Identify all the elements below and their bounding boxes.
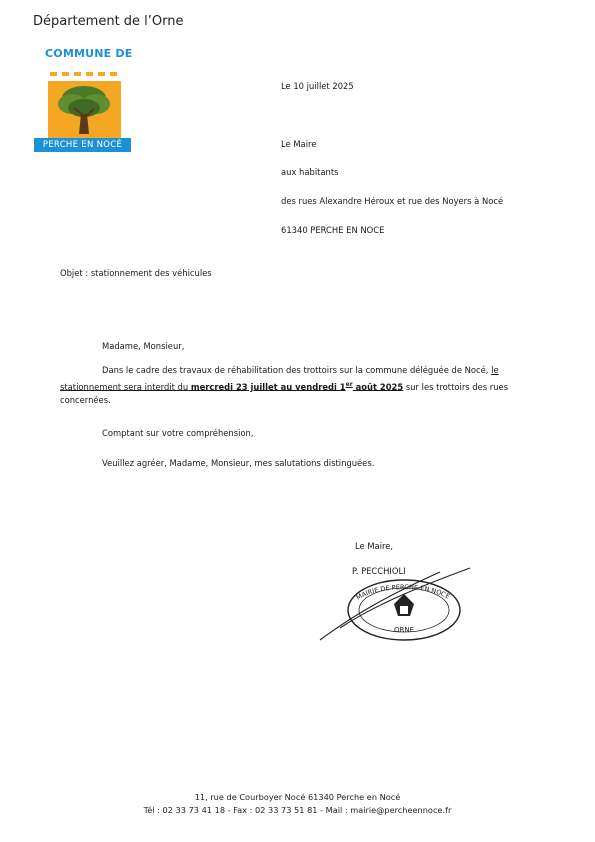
footer-address: 11, rue de Courboyer Nocé 61340 Perche en Nocé [194, 792, 401, 802]
commune-name: PERCHE EN NOCÉ [42, 140, 123, 150]
para1-sup: er [345, 380, 353, 388]
para1-intro: Dans le cadre des travaux de réhabilitation des trottoirs sur la commune déléguée de Nocé, [102, 365, 489, 375]
para1-location: sur les trottoirs des rues [405, 381, 509, 392]
paragraph-3: Veuillez agréer, Madame, Monsieur, mes salutations distinguées. [102, 458, 375, 468]
para1-end: concernées. [60, 394, 111, 405]
commune-label: COMMUNE DE [45, 47, 133, 60]
sender: Le Maire [281, 139, 317, 149]
para1-interdiction: stationnement sera interdit du [60, 381, 189, 392]
signer-name: P. PECCHIOLI [352, 566, 406, 576]
commune-logo [48, 72, 121, 140]
recipient-line-2: des rues Alexandre Héroux et rue des Noyers à Nocé [281, 196, 504, 206]
recipient-line-3: 61340 PERCHE EN NOCE [281, 225, 385, 235]
commune-name-band [34, 138, 131, 152]
recipient-line-1: aux habitants [281, 167, 339, 177]
salutation: Madame, Monsieur, [102, 341, 185, 351]
stamp-bottom-text: ORNE [393, 626, 415, 634]
closing: Le Maire, [355, 541, 394, 551]
paragraph-2: Comptant sur votre compréhension, [102, 428, 254, 438]
para1-month: août 2025 [355, 381, 404, 392]
para1-dates: mercredi 23 juillet au vendredi 1 [190, 381, 346, 392]
official-stamp [300, 560, 480, 660]
footer-contact: Tél : 02 33 73 41 18 - Fax : 02 33 73 51 81 - Mail : mairie@percheennoce.fr [143, 805, 452, 815]
para1-le: le [491, 365, 499, 375]
stamp-top-text: MAIRIE DE PERCHE EN NOCÉ [354, 583, 452, 602]
subject-line: Objet : stationnement des véhicules [60, 268, 212, 278]
department-heading: Département de l’Orne [33, 14, 184, 29]
letter-date: Le 10 juillet 2025 [281, 81, 354, 91]
main-paragraph [60, 364, 550, 407]
